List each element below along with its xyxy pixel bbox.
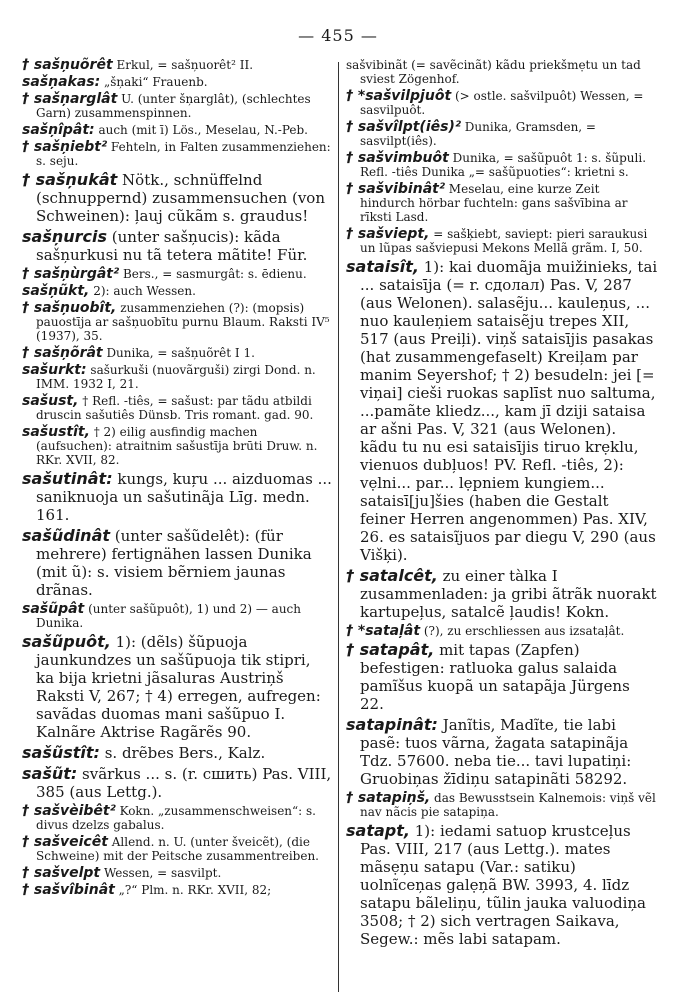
dictionary-entry bbox=[22, 75, 332, 89]
entry-headword: sašņurcis bbox=[22, 227, 108, 246]
entry-definition: mit tapas (Zapfen) befestigen: ratluoka galus salaida pamĩšus kuopã un satapãja Jürgens 22. bbox=[360, 641, 630, 713]
entry-headword: sašurkt: bbox=[22, 362, 87, 378]
dictionary-entry bbox=[22, 804, 332, 832]
entry-headword: † sašņõrât bbox=[22, 345, 103, 361]
dictionary-entry bbox=[22, 527, 332, 599]
column-divider bbox=[338, 62, 339, 992]
entry-definition: „šņaki“ Frauenb. bbox=[100, 75, 208, 89]
dictionary-entry bbox=[22, 267, 332, 281]
entry-headword: sašũstît: bbox=[22, 743, 100, 762]
entry-headword: sašũdinât bbox=[22, 526, 111, 545]
entry-headword: † sašvîbinât bbox=[22, 882, 115, 898]
entry-headword: † satalcêt, bbox=[346, 566, 438, 585]
entry-definition: sašvibinãt (= savẽcinãt) kãdu priekšmẹtu un tad sviest Zögenhof. bbox=[346, 58, 641, 86]
entry-headword: sašņîpât: bbox=[22, 122, 95, 138]
entry-definition: (> ostle. sašvilpuôt) Wessen, = sasvilpuôt. bbox=[360, 89, 644, 117]
entry-definition: svãrkus ... s. (r. сшить) Pas. VIII, 385 (aus Lettg.). bbox=[36, 765, 332, 801]
entry-definition: = sašķiebt, saviept: pieri saraukusi un lũpas sašviepusi Mekons Mellã grãm. I, 50. bbox=[360, 227, 648, 255]
entry-definition: † Refl. -tiês, = sašust: par tãdu atbildi druscin sašutiês Dünsb. Tris romant. gad. 90. bbox=[36, 394, 314, 422]
entry-definition: Allend. n. U. (unter šveicẽt), (die Schweine) mit der Peitsche zusammentreiben. bbox=[36, 835, 319, 863]
dictionary-entry bbox=[346, 58, 658, 86]
entry-headword: † sašņuobît, bbox=[22, 300, 117, 316]
right-column bbox=[346, 58, 658, 951]
dictionary-entry bbox=[22, 835, 332, 863]
entry-headword: satapinât: bbox=[346, 715, 438, 734]
entry-headword: sašutinât: bbox=[22, 469, 113, 488]
entry-headword: † sašņùrgât² bbox=[22, 266, 120, 282]
entry-headword: † sašveicêt bbox=[22, 834, 108, 850]
entry-headword: † satapiņš, bbox=[346, 790, 431, 806]
dictionary-entry bbox=[346, 641, 658, 713]
entry-headword: sataisît, bbox=[346, 257, 419, 276]
entry-definition: 2): auch Wessen. bbox=[89, 284, 196, 298]
entry-definition: das Bewusstsein Kalnemois: viņš vẽl nav nãcis pie satapiņa. bbox=[360, 791, 656, 819]
entry-headword: † *sašvilpjuôt bbox=[346, 88, 452, 104]
dictionary-entry bbox=[346, 822, 658, 948]
entry-definition: (unter sašũdelêt): (für mehrere) fertignähen lassen Dunika (mit ũ): s. visiem bẽrniem jaunas drãnas. bbox=[36, 527, 312, 599]
entry-definition: „?“ Plm. n. RKr. XVII, 82; bbox=[114, 883, 272, 897]
entry-headword: † sašvîlpt(iês)² bbox=[346, 119, 461, 135]
entry-definition: Bers., = sasmurgât: s. ēdienu. bbox=[119, 267, 307, 281]
dictionary-entry bbox=[22, 866, 332, 880]
entry-headword: sašņakas: bbox=[22, 74, 101, 90]
entry-headword: † *sataļât bbox=[346, 623, 421, 639]
entry-definition: Dunika, = sašũpuôt 1: s. šũpuli. Refl. -tiês Dunika „= sašũpuoties“: krietni s. bbox=[360, 151, 647, 179]
entry-headword: † sašņukât bbox=[22, 170, 118, 189]
left-column bbox=[22, 58, 332, 900]
entry-headword: † sašvelpt bbox=[22, 865, 101, 881]
entry-definition: 1): iedami satuop krustceļus Pas. VIII, 217 (aus Lettg.). mates mãsẹņu satapu (Var.: satiku) uolnĩceņas galẹņã BW. 3993, 4. līdz satapu bãleliņu, tũlin jauka valuodiņa 3508; † 2) sich vertragen Saikava, Segew.: mẽs labi satapam. bbox=[360, 822, 646, 948]
dictionary-entry bbox=[22, 394, 332, 422]
dictionary-entry bbox=[22, 425, 332, 467]
entry-headword: † sašņarglât bbox=[22, 91, 118, 107]
dictionary-entry bbox=[346, 716, 658, 788]
entry-headword: † sašvèibêt² bbox=[22, 803, 116, 819]
dictionary-entry bbox=[22, 284, 332, 298]
entry-definition: Fehteln, in Falten zusammenziehen: s. seju. bbox=[36, 140, 331, 168]
entry-definition: s. drẽbes Bers., Kalz. bbox=[99, 744, 266, 762]
entry-headword: † satapât, bbox=[346, 640, 435, 659]
entry-definition: † 2) eilig ausfindig machen (aufsuchen): atraitnim sašustīja brūti Druw. n. RKr. XVII, 82. bbox=[36, 425, 318, 467]
dictionary-entry bbox=[22, 123, 332, 137]
dictionary-entry bbox=[22, 744, 332, 762]
entry-definition: Janĩtis, Madĩte, tie labi pasẽ: tuos vãrna, žagata satapinãja Tdz. 57600. neba tie... tavi lupatiņi: Gruobiņas žīdiņu satapinãti 58292. bbox=[360, 716, 632, 788]
dictionary-entry bbox=[346, 120, 658, 148]
dictionary-entry bbox=[22, 883, 332, 897]
dictionary-entry bbox=[22, 92, 332, 120]
entry-definition: zu einer tàlka I zusammenladen: ja gribi ãtrãk nuorakt kartupeļus, satalcẽ ļaudis! Kokn. bbox=[360, 567, 657, 621]
entry-headword: † sašvibinât² bbox=[346, 181, 445, 197]
dictionary-entry bbox=[22, 470, 332, 524]
dictionary-entry bbox=[22, 363, 332, 391]
dictionary-entry bbox=[346, 151, 658, 179]
entry-definition: Meselau, eine kurze Zeit hindurch hörbar fuchteln: gans sašvībina ar rīksti Lasd. bbox=[360, 182, 628, 224]
entry-definition: Erkul, = sašņuorêt² II. bbox=[112, 58, 254, 72]
entry-definition: (?), zu erschliessen aus izsataļât. bbox=[420, 624, 625, 638]
entry-definition: Dunika, Gramsden, = sasvilpt(iês). bbox=[360, 120, 596, 148]
dictionary-entry bbox=[346, 567, 658, 621]
entry-definition: Wessen, = sasvilpt. bbox=[100, 866, 222, 880]
entry-definition: 1): kai duomãja muižinieks, tai ... sataisīja (= r. сдолал) Pas. V, 287 (aus Welonen). salasẽju... kauleņus, ... nuo kauleņiem sataisẽju trepes XII, 517 (aus Preiļi). viņš sataisījis pasakas (hat zusammengefaselt) Kreiļam par manim Seyershof; † 2) besudeln: jei [= viņai] cieši ruokas saplīst nuo saltuma, ...pamãte kliedz..., kam jī dziji sataisa ar ašni Pas. V, 321 (aus Welonen). kãdu tu nu esi sataisījis tiruo krẹklu, vienuos dubļuos! PV. Refl. -tiês, 2): vẹlni... par... lẹpniem kungiem... sataisī[ju]šies (haben die Gestalt feiner Herren angenommen) Pas. XIV, 26. es sataisĩjuos par diegu V, 290 (aus Višķi). bbox=[360, 258, 658, 564]
entry-definition: Dunika, = sašņuõrêt I 1. bbox=[102, 346, 255, 360]
entry-headword: † sašvimbuôt bbox=[346, 150, 449, 166]
entry-definition: Kokn. „zusammenschweisen“: s. divus dzelzs gabalus. bbox=[36, 804, 316, 832]
dictionary-entry bbox=[22, 58, 332, 72]
dictionary-entry bbox=[346, 258, 658, 564]
dictionary-entry bbox=[22, 346, 332, 360]
entry-headword: satapt, bbox=[346, 821, 410, 840]
dictionary-entry bbox=[346, 624, 658, 638]
entry-definition: 1): (dẽls) šũpuoja jaunkundzes un sašũpuoja tik stipri, ka bija krietni jãsaluras Austriņš Raksti V, 267; † 4) erregen, aufregen: savãdas duomas mani sašũpuo I. Kalnãre Aktrise Ragãrẽs 90. bbox=[36, 633, 321, 741]
dictionary-entry bbox=[22, 171, 332, 225]
entry-headword: sašũpuôt, bbox=[22, 632, 111, 651]
entry-definition: (unter sašņucis): kãda sašņurkusi nu tã tetera mãtite! Für. bbox=[36, 228, 308, 264]
entry-headword: sašũpât bbox=[22, 601, 85, 617]
entry-headword: sašũt: bbox=[22, 764, 78, 783]
entry-headword: sašņũkt, bbox=[22, 283, 90, 299]
entry-definition: sašurkuši (nuovãrguši) zirgi Dond. n. IMM. 1932 I, 21. bbox=[36, 363, 316, 391]
entry-definition: (unter sašũpuôt), 1) und 2) — auch Dunika. bbox=[36, 602, 302, 630]
entry-headword: sašustît, bbox=[22, 424, 90, 440]
dictionary-entry bbox=[346, 791, 658, 819]
dictionary-entry bbox=[346, 89, 658, 117]
page-number: — 455 — bbox=[298, 26, 378, 45]
dictionary-entry bbox=[22, 602, 332, 630]
entry-definition: U. (unter šņarglât), (schlechtes Garn) zusammenspinnen. bbox=[36, 92, 311, 120]
entry-definition: kungs, kuŗu ... aizduomas ... saniknuoja un sašutinãja Līg. medn. 161. bbox=[36, 470, 332, 524]
entry-definition: Nötk., schnüffelnd (schnuppernd) zusammensuchen (von Schweinen): ļauj cũkãm s. graudus! bbox=[36, 171, 325, 225]
dictionary-entry bbox=[22, 765, 332, 801]
dictionary-entry bbox=[346, 227, 658, 255]
dictionary-entry bbox=[346, 182, 658, 224]
dictionary-entry bbox=[22, 140, 332, 168]
dictionary-entry bbox=[22, 228, 332, 264]
entry-definition: zusammenziehen (?): (mopsis) pauostīja ar sašņuobītu purnu Blaum. Raksti IV⁵ (1937), 35. bbox=[36, 301, 330, 343]
entry-definition: auch (mit ī) Lös., Meselau, N.-Peb. bbox=[94, 123, 308, 137]
entry-headword: † sašņuõrêt bbox=[22, 57, 113, 73]
entry-headword: † sašviept, bbox=[346, 226, 430, 242]
entry-headword: † sašņiebt² bbox=[22, 139, 108, 155]
dictionary-entry bbox=[22, 301, 332, 343]
entry-headword: sašust, bbox=[22, 393, 79, 409]
dictionary-entry bbox=[22, 633, 332, 741]
